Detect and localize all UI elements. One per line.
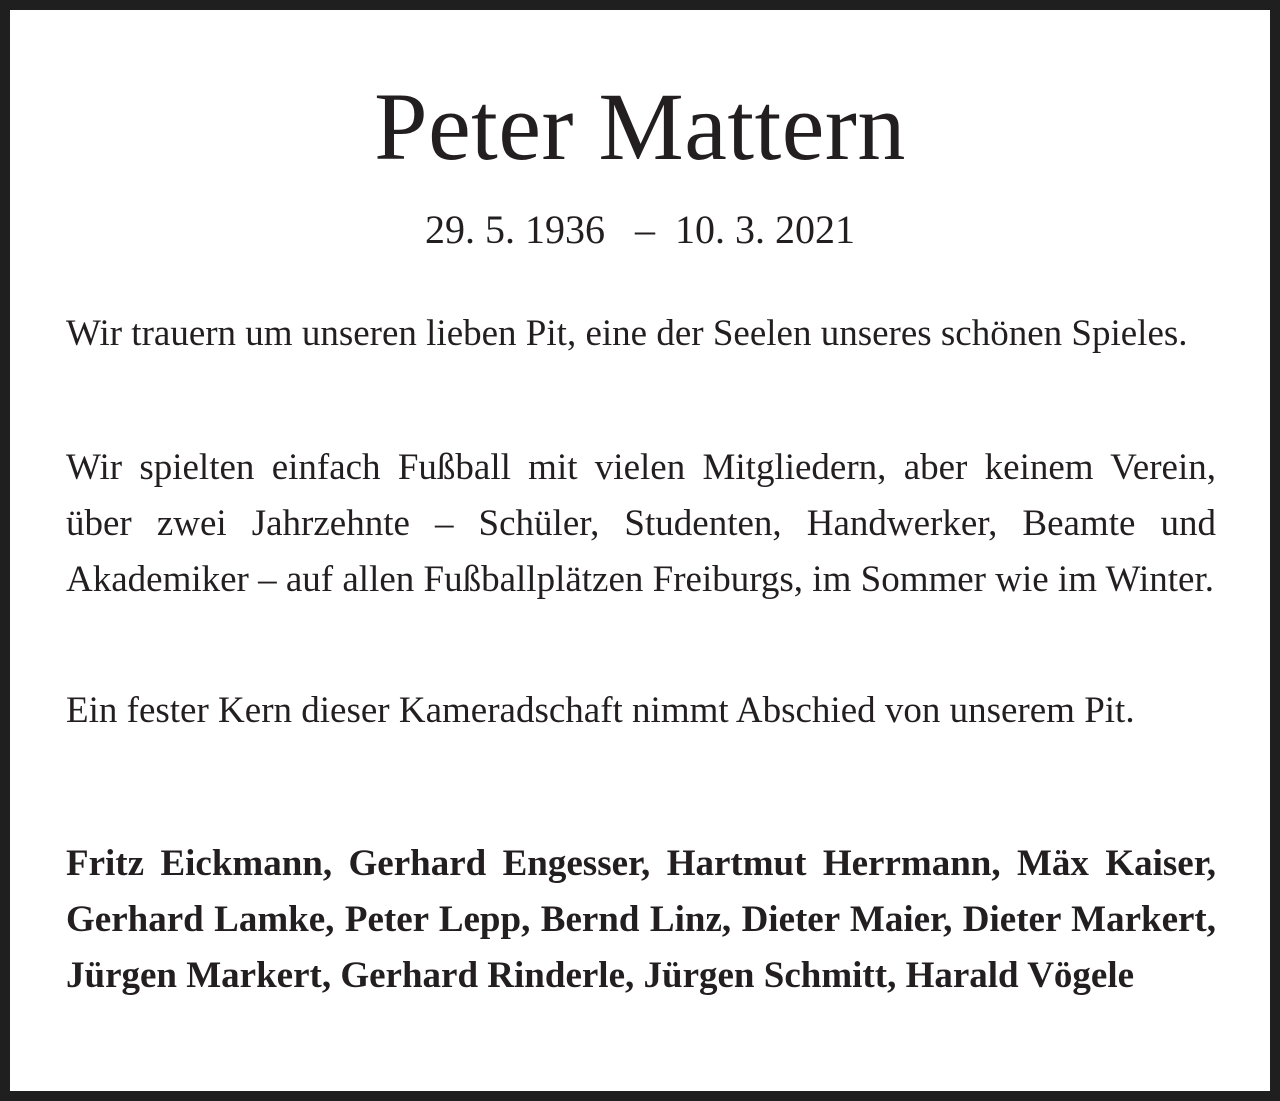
mourning-paragraph: Wir trauern um unseren lieben Pit, eine der Seelen unseres schönen Spieles. [66, 313, 1188, 354]
farewell-paragraph: Ein fester Kern dieser Kameradschaft nimmt Abschied von unserem Pit. [66, 690, 1135, 731]
life-dates: 29. 5. 1936 – 10. 3. 2021 [425, 207, 855, 252]
football-paragraph: Wir spielten einfach Fußball mit vielen Mitgliedern, aber keinem Verein, über zwei Jahrzehnte – Schüler, Studenten, Handwerker, Beamte und Akademiker – auf allen Fußballplätzen Freiburgs, im Sommer wie im Winter. [66, 447, 1216, 600]
deceased-name: Peter Mattern [374, 73, 906, 180]
signers-list: Fritz Eickmann, Gerhard Engesser, Hartmut Herrmann, Mäx Kaiser, Gerhard Lamke, Peter Lepp, Bernd Linz, Dieter Maier, Dieter Markert, Jürgen Markert, Gerhard Rinderle, Jürgen Schmitt, Harald Vögele [66, 843, 1216, 996]
